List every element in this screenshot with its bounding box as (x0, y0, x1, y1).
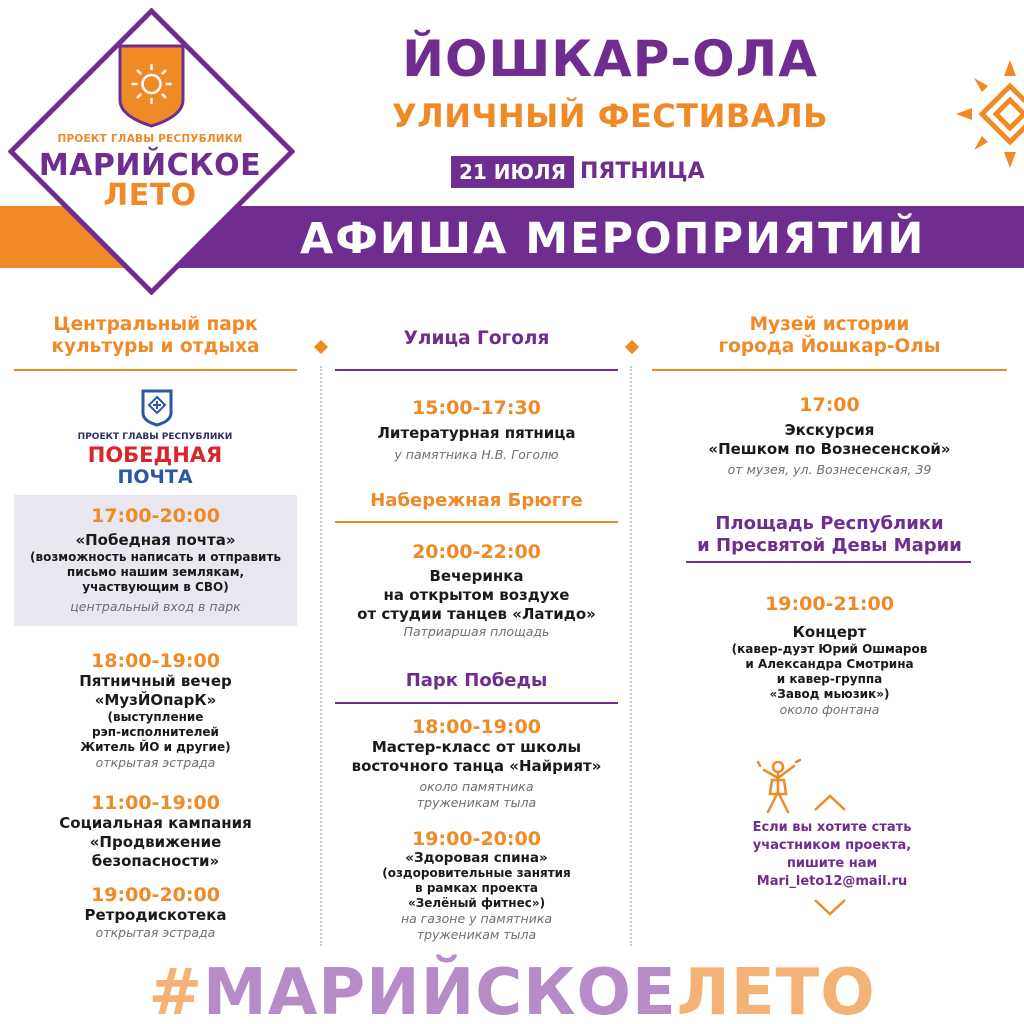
event-desc: письмо нашим землякам, (66, 565, 245, 579)
event-desc: «Завод мьюзик») (769, 687, 890, 701)
event-time: 15:00-17:30 (412, 397, 541, 419)
event-title: «Пешком по Вознесенской» (708, 440, 951, 458)
column-divider-left (320, 366, 322, 946)
event-title: Социальная кампания (59, 814, 252, 832)
event-desc: и кавер-группа (776, 672, 883, 686)
contact-line: пишите нам (786, 856, 878, 871)
event-title: Концерт (792, 623, 867, 641)
event-location: открытая эстрада (95, 925, 216, 940)
event-time: 17:00 (799, 394, 860, 416)
event-retrodisco (14, 884, 297, 941)
contact-line: участником проекта, (752, 838, 912, 853)
event-title: Мастер-класс от школы (371, 738, 582, 756)
event-desc: рэп-исполнителей (92, 725, 219, 739)
event-muzyopark (14, 650, 297, 771)
chevron-up-icon (813, 794, 847, 812)
event-desc: участвующим в СВО) (82, 580, 229, 594)
event-healthy-back (335, 828, 618, 943)
sun-ornament-icon (952, 56, 1024, 172)
pochta-logo-line2: ПОЧТА (117, 466, 193, 488)
weekday-label: ПЯТНИЦА (580, 159, 705, 184)
event-concert (652, 593, 1007, 718)
event-pochta (14, 505, 297, 615)
dancer-figure-icon (756, 758, 802, 818)
right-venue-line2: города Йошкар-Олы (718, 336, 941, 357)
logo-title-line2: ЛЕТО (103, 178, 197, 213)
right-venue2-title (652, 513, 1007, 557)
contact-line: Если вы хотите стать (752, 820, 912, 835)
event-desc: «Зелёный фитнес») (407, 896, 546, 910)
event-social-campaign (14, 792, 297, 871)
date-badge: 21 ИЮЛЯ (451, 156, 574, 188)
event-time: 11:00-19:00 (91, 792, 220, 814)
event-title: Ретродискотека (84, 906, 227, 924)
event-time: 18:00-19:00 (412, 716, 541, 738)
event-location: на газоне у памятника (400, 911, 553, 926)
event-time: 20:00-22:00 (412, 541, 541, 563)
event-location: открытая эстрада (95, 755, 216, 770)
event-time: 19:00-20:00 (91, 884, 220, 906)
middle-venue1-title: Улица Гоголя (403, 328, 550, 349)
event-desc: и Александра Смотрина (745, 657, 914, 671)
middle-venue1-rule (335, 369, 618, 371)
event-title: от студии танцев «Латидо» (357, 605, 596, 623)
event-time: 19:00-21:00 (765, 593, 894, 615)
column-divider-right (630, 366, 632, 946)
contact-email-link[interactable]: Mari_leto12@mail.ru (756, 874, 908, 889)
event-location: от музея, ул. Вознесенская, 39 (727, 462, 932, 477)
event-excursion (652, 394, 1007, 478)
event-time: 18:00-19:00 (91, 650, 220, 672)
event-location: труженикам тыла (416, 795, 537, 810)
chevron-down-icon (813, 898, 847, 916)
pochta-logo-line1: ПОБЕДНАЯ (87, 443, 223, 467)
event-location: труженикам тыла (416, 927, 537, 942)
event-desc: (выступление (107, 710, 204, 724)
hashtag-word1: МАРИЙСКОЕ (203, 956, 677, 1024)
event-location: около памятника (419, 779, 534, 794)
hashtag-symbol: # (148, 956, 204, 1024)
right-venue-rule (652, 369, 1007, 371)
left-venue-line2: культуры и отдыха (51, 336, 260, 357)
pobednaya-pochta-emblem-icon (141, 389, 173, 427)
event-title: безопасности» (91, 852, 220, 870)
right-venue2-line1: Площадь Республики (715, 513, 944, 534)
event-desc: (оздоровительные занятия (382, 866, 571, 880)
event-desc: в рамках проекта (415, 881, 538, 895)
event-location: центральный вход в парк (70, 599, 241, 614)
event-desc: Житель ЙО и другие) (80, 740, 231, 754)
event-desc: (возможность написать и отправить (30, 550, 281, 564)
event-title: Экскурсия (784, 421, 875, 439)
event-time: 17:00-20:00 (91, 505, 220, 527)
event-location: у памятника Н.В. Гоголю (394, 447, 559, 462)
event-title: восточного танца «Найрият» (351, 757, 602, 775)
event-title: «МузЙОпарК» (94, 691, 217, 709)
right-venue-title (652, 314, 1007, 358)
event-title: Пятничный вечер (79, 672, 232, 690)
right-venue2-rule (686, 561, 971, 563)
left-venue-title (14, 314, 297, 358)
event-location: Патриаршая площадь (403, 624, 550, 639)
divider-diamond-left (314, 340, 328, 354)
middle-venue2-title: Набережная Брюгге (370, 490, 583, 511)
event-title: «Здоровая спина» (405, 850, 548, 866)
left-venue-line1: Центральный парк (53, 314, 258, 335)
event-title: «Победная почта» (75, 531, 236, 549)
event-latido-party (335, 541, 618, 640)
left-venue-rule (14, 369, 297, 371)
event-title: «Продвижение (89, 833, 222, 851)
contact-block (712, 819, 952, 891)
event-title: Вечеринка (429, 567, 524, 585)
pochta-logo-subtitle: ПРОЕКТ ГЛАВЫ РЕСПУБЛИКИ (77, 432, 233, 442)
event-desc: (кавер-дуэт Юрий Ошмаров (731, 642, 928, 656)
festival-title: УЛИЧНЫЙ ФЕСТИВАЛЬ (391, 97, 829, 135)
event-dance-masterclass (335, 716, 618, 811)
banner-title: АФИША МЕРОПРИЯТИЙ (300, 214, 926, 264)
middle-venue3-rule (335, 702, 618, 704)
footer-hashtag (0, 958, 1024, 1024)
event-title: Литературная пятница (377, 424, 576, 442)
middle-venue2-rule (335, 521, 618, 523)
city-title: ЙОШКАР-ОЛА (402, 30, 818, 88)
divider-diamond-right (625, 340, 639, 354)
event-location: около фонтана (779, 702, 880, 717)
hashtag-word2: ЛЕТО (676, 956, 876, 1024)
event-time: 19:00-20:00 (412, 828, 541, 850)
logo-title-line1: МАРИЙСКОЕ (38, 148, 262, 183)
event-title: на открытом воздухе (383, 586, 570, 604)
right-venue2-line2: и Пресвятой Девы Марии (697, 535, 962, 556)
middle-venue3-title: Парк Победы (405, 670, 548, 691)
right-venue-line1: Музей истории (749, 314, 910, 335)
event-literary-friday (335, 397, 618, 463)
logo-subtitle: ПРОЕКТ ГЛАВЫ РЕСПУБЛИКИ (57, 133, 243, 145)
